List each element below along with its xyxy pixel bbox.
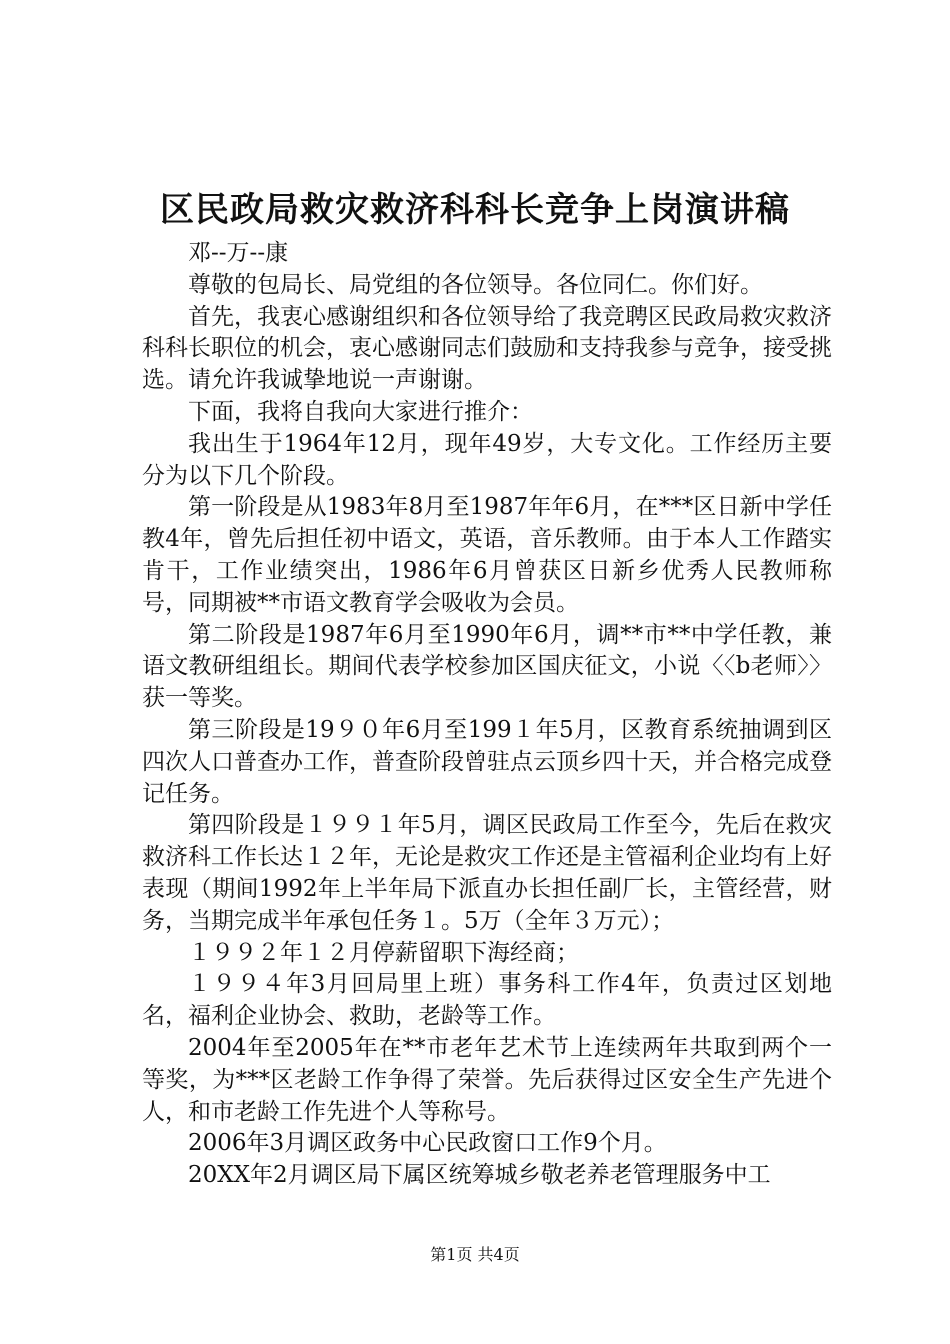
paragraph: 第三阶段是19９０年6月至199１年5月，区教育系统抽调到区四次人口普查办工作，普查阶段曾驻点云顶乡四十天，并合格完成登记任务。 bbox=[142, 716, 832, 807]
salutation-paragraph: 尊敬的包局长、局党组的各位领导。各位同仁。你们好。 bbox=[188, 271, 763, 298]
paragraph: 下面，我将自我向大家进行推介： bbox=[188, 398, 533, 425]
page-number-footer: 第1页 共4页 bbox=[430, 1245, 520, 1264]
paragraph: １９９２年１２月停薪留职下海经商； bbox=[188, 939, 579, 966]
paragraph: 2006年3月调区政务中心民政窗口工作9个月。 bbox=[188, 1130, 667, 1157]
paragraph: １９９４年3月回局里上班）事务科工作4年，负责过区划地名，福利企业协会、救助，老龄等工作。 bbox=[142, 971, 832, 1030]
paragraph: 首先，我衷心感谢组织和各位领导给了我竞聘区民政局救灾救济科科长职位的机会，衷心感谢同志们鼓励和支持我参与竞争，接受挑选。请允许我诚挚地说一声谢谢。 bbox=[142, 303, 832, 394]
paragraph: 第二阶段是1987年6月至1990年6月，调**市**中学任教，兼语文教研组组长。期间代表学校参加区国庆征文，小说〈〈b老师〉〉获一等奖。 bbox=[142, 621, 832, 712]
document-body bbox=[142, 238, 832, 1192]
paragraph: 第四阶段是１９９１年5月，调区民政局工作至今，先后在救灾救济科工作长达１２年，无论是救灾工作还是主管福利企业均有上好表现（期间1992年上半年局下派直办长担任副厂长，主管经营，财务，当期完成半年承包任务１。5万（全年３万元）； bbox=[142, 812, 832, 934]
paragraph: 20XX年2月调区局下属区统筹城乡敬老养老管理服务中工 bbox=[188, 1162, 771, 1189]
document-title: 区民政局救灾救济科科长竞争上岗演讲稿 bbox=[160, 190, 790, 230]
author-line: 邓--万--康 bbox=[188, 240, 289, 266]
paragraph: 2004年至2005年在**市老年艺术节上连续两年共取到两个一等奖，为***区老龄工作争得了荣誉。先后获得过区安全生产先进个人，和市老龄工作先进个人等称号。 bbox=[142, 1034, 832, 1125]
paragraph: 第一阶段是从1983年8月至1987年年6月，在***区日新中学任教4年，曾先后担任初中语文，英语，音乐教师。由于本人工作踏实肯干，工作业绩突出，1986年6月曾获区日新乡优秀人民教师称号，同期被**市语文教育学会吸收为会员。 bbox=[142, 494, 832, 616]
paragraph: 我出生于1964年12月，现年49岁，大专文化。工作经历主要分为以下几个阶段。 bbox=[142, 430, 832, 489]
